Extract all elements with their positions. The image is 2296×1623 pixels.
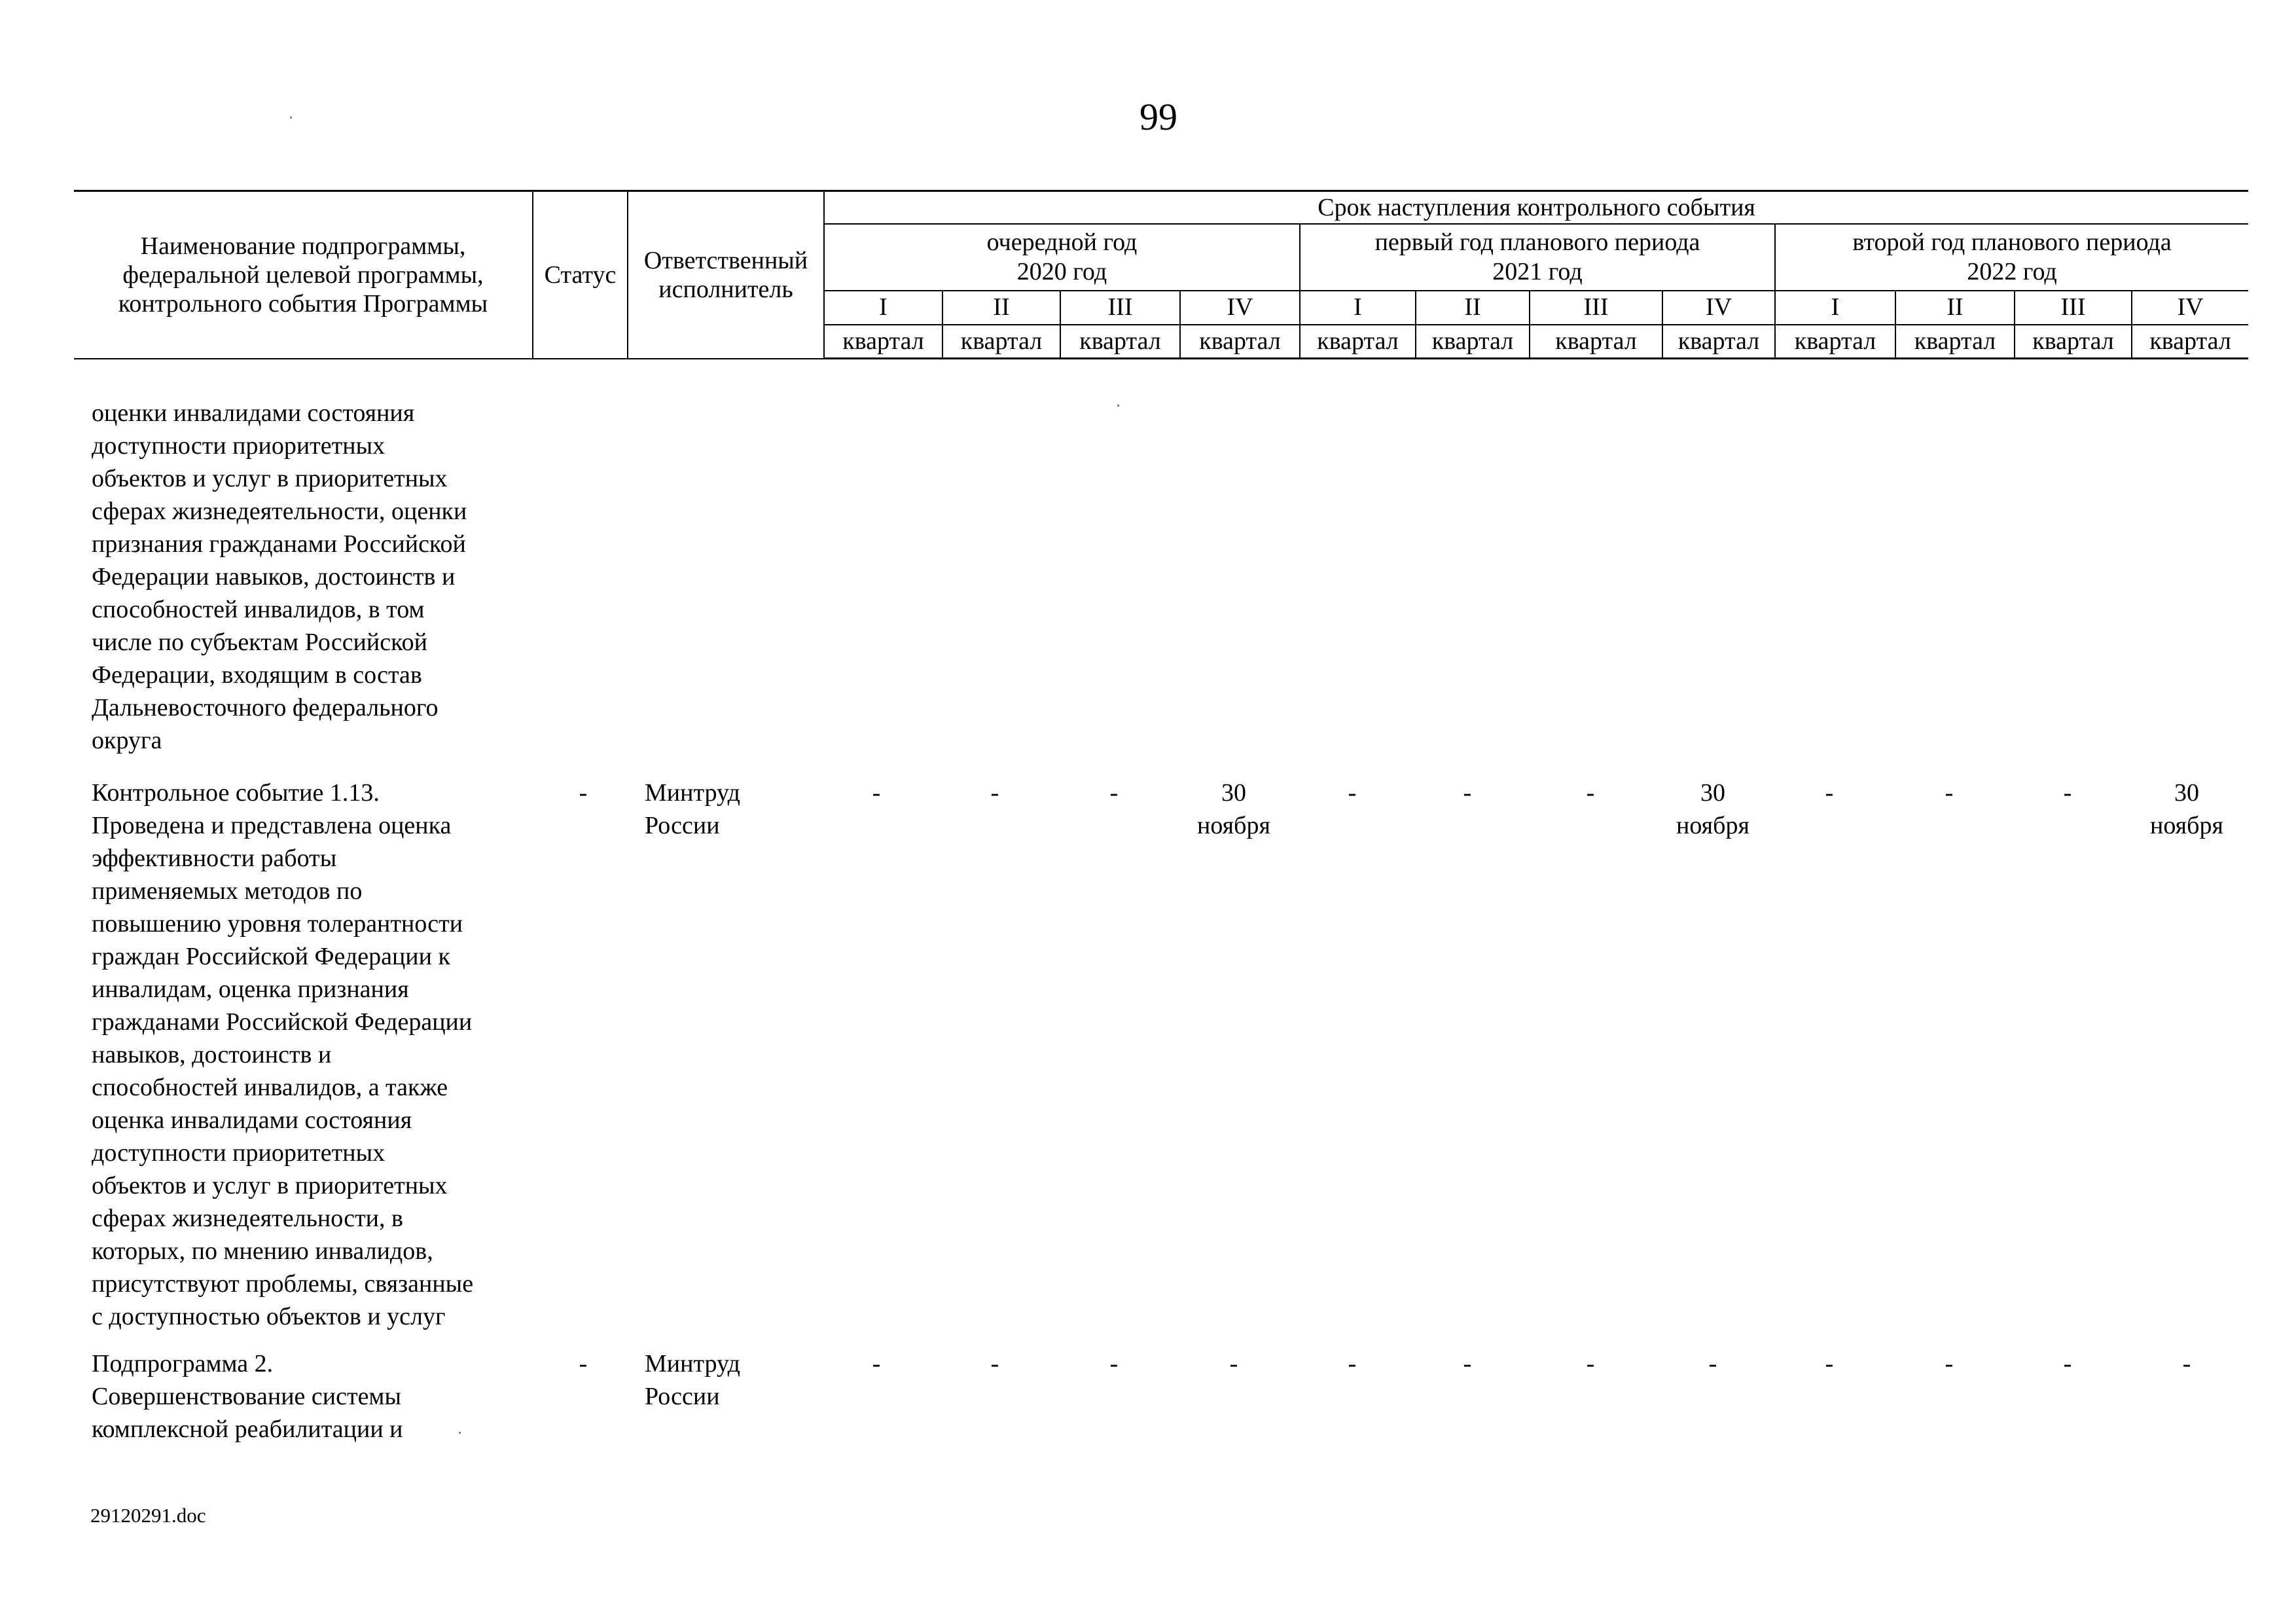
row-executor: Минтруд России xyxy=(645,779,740,839)
header-year-title: очередной год xyxy=(986,228,1138,257)
scan-speck xyxy=(459,1432,461,1434)
header-quarter-number: I xyxy=(1300,291,1416,325)
header-quarter-word: квартал xyxy=(1530,325,1662,359)
row-quarter-value: - xyxy=(872,1350,881,1377)
header-quarter-number: I xyxy=(824,291,942,325)
schedule-table-header xyxy=(74,190,2248,359)
header-quarter-number: II xyxy=(1895,291,2015,325)
header-quarter-word: квартал xyxy=(824,325,942,359)
row-quarter-value: - xyxy=(1229,1350,1238,1377)
row-quarter-value: - xyxy=(2182,1350,2191,1377)
header-status-column: Статус xyxy=(533,191,628,359)
row-quarter-value: - xyxy=(1825,779,1834,807)
header-quarter-word: квартал xyxy=(1895,325,2015,359)
header-year-title: первый год планового периода xyxy=(1374,228,1700,257)
row-quarter-value: - xyxy=(1463,779,1472,807)
row-quarter-value: 30 ноября xyxy=(1676,779,1749,839)
header-quarter-word: квартал xyxy=(2132,325,2248,359)
row-status: - xyxy=(579,1350,588,1377)
row-status: - xyxy=(579,779,588,807)
header-name-column: Наименование подпрограммы, федеральной целевой программы, контрольного события Программы xyxy=(74,191,533,359)
header-quarter-word: квартал xyxy=(2015,325,2132,359)
header-quarter-number: I xyxy=(1775,291,1895,325)
row-quarter-value: - xyxy=(1109,779,1119,807)
header-quarter-word: квартал xyxy=(1180,325,1300,359)
header-quarter-number: III xyxy=(1530,291,1662,325)
header-year-title: второй год планового периода xyxy=(1852,228,2172,257)
document-id: 29120291.doc xyxy=(90,1504,206,1527)
row-quarter-value: - xyxy=(2063,1350,2072,1377)
row-quarter-value: - xyxy=(1109,1350,1119,1377)
header-quarter-number: IV xyxy=(1180,291,1300,325)
header-quarter-number: IV xyxy=(2132,291,2248,325)
header-year-value: 2020 год xyxy=(1016,257,1107,285)
header-quarter-word: квартал xyxy=(1775,325,1895,359)
row-quarter-value: - xyxy=(2063,779,2072,807)
row-quarter-value: - xyxy=(1708,1350,1717,1377)
header-executor-column: Ответственный исполнитель xyxy=(628,191,824,359)
header-deadline-title: Срок наступления контрольного события xyxy=(824,191,2248,224)
row-quarter-value: - xyxy=(1945,1350,1954,1377)
header-year-1 xyxy=(824,224,1300,291)
header-quarter-word: квартал xyxy=(1416,325,1530,359)
row-quarter-value: - xyxy=(1945,779,1954,807)
header-quarter-number: III xyxy=(1060,291,1180,325)
scan-speck xyxy=(290,117,292,119)
scan-speck xyxy=(1117,405,1119,407)
header-quarter-number: IV xyxy=(1662,291,1775,325)
row-quarter-value: - xyxy=(872,779,881,807)
header-quarter-number: II xyxy=(1416,291,1530,325)
row-quarter-value: 30 ноября xyxy=(2150,779,2223,839)
row-quarter-value: - xyxy=(1586,1350,1595,1377)
header-quarter-word: квартал xyxy=(1662,325,1775,359)
row-quarter-value: - xyxy=(1348,1350,1357,1377)
row-quarter-value: - xyxy=(990,779,999,807)
row-quarter-value: - xyxy=(1825,1350,1834,1377)
row-name: Подпрограмма 2. Совершенствование системы комплексной реабилитации и xyxy=(92,1350,403,1443)
header-year-value: 2021 год xyxy=(1492,257,1583,285)
header-quarter-number: II xyxy=(942,291,1060,325)
row-name: оценки инвалидами состояния доступности приоритетных объектов и услуг в приоритетных сферах жизнедеятельности, оценки признания гражданами Российской Федерации навыков, достоинств и способностей инвалидов, в том числе по субъектам Российской Федерации, входящим в состав Дальневосточного федерального округа xyxy=(92,399,467,754)
header-quarter-word: квартал xyxy=(1060,325,1180,359)
row-executor: Минтруд России xyxy=(645,1350,740,1410)
row-name: Контрольное событие 1.13. Проведена и представлена оценка эффективности работы применяемых методов по повышению уровня толерантности граждан Российской Федерации к инвалидам, оценка признания гражданами Российской Федерации навыков, достоинств и способностей инвалидов, а также оценка инвалидами состояния доступности приоритетных объектов и услуг в приоритетных сферах жизнедеятельности, в которых, по мнению инвалидов, присутствуют проблемы, связанные с доступностью объектов и услуг xyxy=(92,779,474,1330)
row-quarter-value: - xyxy=(1348,779,1357,807)
header-year-value: 2022 год xyxy=(1967,257,2057,285)
header-quarter-word: квартал xyxy=(1300,325,1416,359)
page-number: 99 xyxy=(1139,96,1177,138)
row-quarter-value: 30 ноября xyxy=(1197,779,1270,839)
row-quarter-value: - xyxy=(1586,779,1595,807)
header-year-2 xyxy=(1300,224,1775,291)
row-quarter-value: - xyxy=(990,1350,999,1377)
header-year-3 xyxy=(1775,224,2248,291)
header-quarter-number: III xyxy=(2015,291,2132,325)
row-quarter-value: - xyxy=(1463,1350,1472,1377)
header-quarter-word: квартал xyxy=(942,325,1060,359)
